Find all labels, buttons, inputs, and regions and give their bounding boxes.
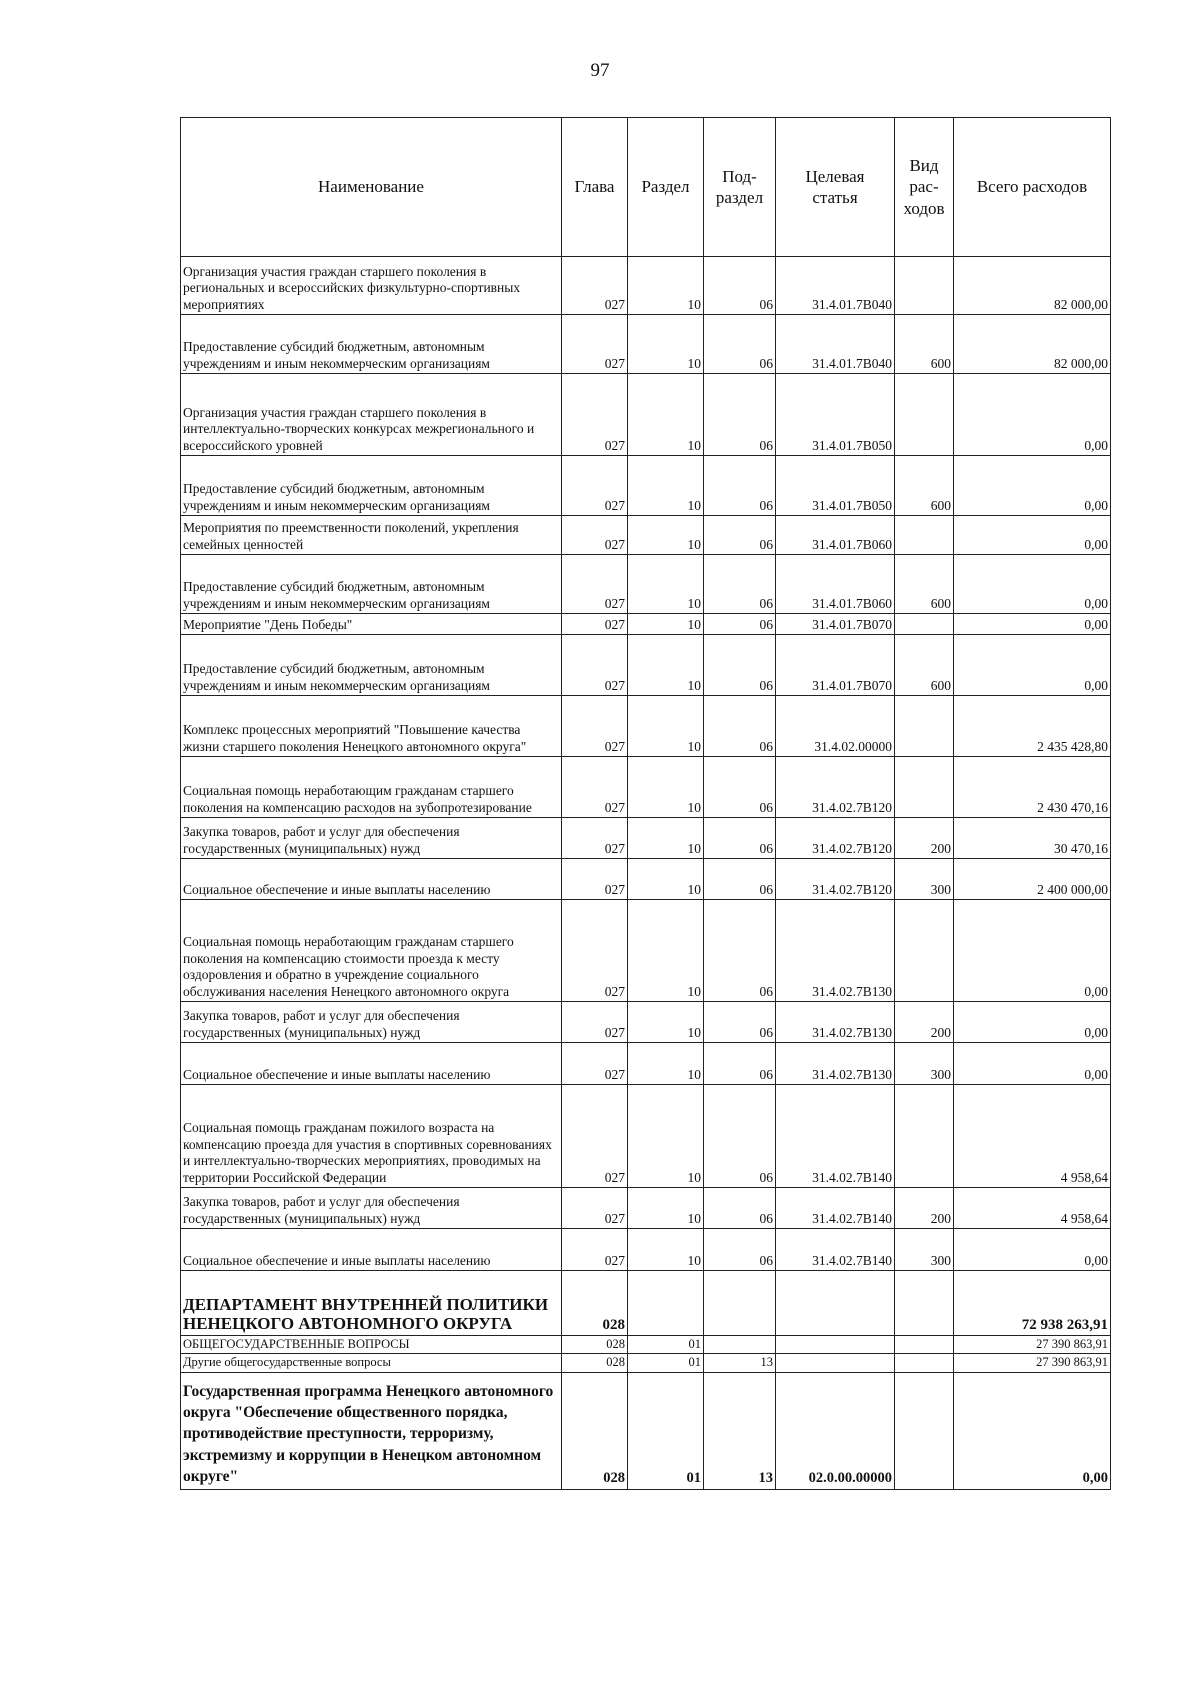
cell-vid <box>895 614 954 635</box>
cell-total: 30 470,16 <box>954 818 1111 859</box>
cell-podrazdel: 06 <box>704 1188 776 1229</box>
cell-total: 2 435 428,80 <box>954 696 1111 757</box>
cell-vid <box>895 1336 954 1354</box>
cell-podrazdel: 06 <box>704 456 776 516</box>
table-row <box>181 1085 1111 1188</box>
column-header-razdel: Раздел <box>628 118 704 257</box>
cell-statya: 31.4.01.7В040 <box>776 315 895 374</box>
cell-glava: 027 <box>562 635 628 696</box>
column-header-statya: Целевая статья <box>776 118 895 257</box>
cell-name: Социальное обеспечение и иные выплаты населению <box>181 1229 562 1271</box>
column-header-vid: Вид рас- ходов <box>895 118 954 257</box>
cell-razdel: 10 <box>628 696 704 757</box>
cell-statya: 31.4.01.7В060 <box>776 516 895 555</box>
table-row <box>181 456 1111 516</box>
cell-vid <box>895 516 954 555</box>
cell-name: Мероприятие "День Победы" <box>181 614 562 635</box>
cell-statya: 31.4.01.7В040 <box>776 257 895 315</box>
cell-razdel <box>628 1271 704 1336</box>
cell-vid: 200 <box>895 1002 954 1043</box>
cell-glava: 027 <box>562 1188 628 1229</box>
cell-vid: 300 <box>895 859 954 900</box>
cell-total: 27 390 863,91 <box>954 1336 1111 1354</box>
cell-statya: 02.0.00.00000 <box>776 1372 895 1489</box>
cell-razdel: 10 <box>628 1188 704 1229</box>
cell-total: 82 000,00 <box>954 257 1111 315</box>
table-row <box>181 614 1111 635</box>
cell-statya <box>776 1336 895 1354</box>
cell-glava: 027 <box>562 257 628 315</box>
cell-name: Социальное обеспечение и иные выплаты населению <box>181 859 562 900</box>
cell-name: Мероприятия по преемственности поколений, укрепления семейных ценностей <box>181 516 562 555</box>
cell-glava: 027 <box>562 757 628 818</box>
cell-razdel: 10 <box>628 1229 704 1271</box>
table-row <box>181 257 1111 315</box>
table-body <box>181 257 1111 1490</box>
cell-vid: 300 <box>895 1043 954 1085</box>
cell-name: Предоставление субсидий бюджетным, автономным учреждениям и иным некоммерческим организациям <box>181 555 562 614</box>
cell-statya: 31.4.02.7В120 <box>776 818 895 859</box>
cell-glava: 027 <box>562 614 628 635</box>
cell-vid <box>895 900 954 1002</box>
cell-razdel: 10 <box>628 635 704 696</box>
cell-total: 0,00 <box>954 1002 1111 1043</box>
table-row <box>181 696 1111 757</box>
cell-vid: 200 <box>895 818 954 859</box>
cell-razdel: 10 <box>628 257 704 315</box>
cell-glava: 027 <box>562 696 628 757</box>
cell-glava: 027 <box>562 859 628 900</box>
cell-vid <box>895 374 954 456</box>
cell-glava: 028 <box>562 1271 628 1336</box>
cell-total: 0,00 <box>954 900 1111 1002</box>
cell-name: Государственная программа Ненецкого автономного округа "Обеспечение общественного порядка, противодействие преступности, терроризму, экстремизму и коррупции в Ненецком автономном округе" <box>181 1372 562 1489</box>
cell-total: 0,00 <box>954 374 1111 456</box>
cell-razdel: 10 <box>628 456 704 516</box>
cell-statya: 31.4.02.7В130 <box>776 1043 895 1085</box>
cell-glava: 027 <box>562 1002 628 1043</box>
cell-podrazdel: 06 <box>704 635 776 696</box>
table-row <box>181 1354 1111 1372</box>
cell-razdel: 01 <box>628 1372 704 1489</box>
cell-razdel: 01 <box>628 1336 704 1354</box>
table-row <box>181 1336 1111 1354</box>
cell-total: 0,00 <box>954 635 1111 696</box>
cell-glava: 027 <box>562 374 628 456</box>
cell-statya: 31.4.02.7В130 <box>776 1002 895 1043</box>
column-header-name: Наименование <box>181 118 562 257</box>
cell-razdel: 10 <box>628 555 704 614</box>
cell-name: Социальная помощь гражданам пожилого возраста на компенсацию проезда для участия в спортивных соревнованиях и интеллектуально-творческих мероприятиях, проводимых на территории Российской Федерации <box>181 1085 562 1188</box>
cell-podrazdel: 06 <box>704 374 776 456</box>
cell-total: 0,00 <box>954 516 1111 555</box>
cell-statya: 31.4.01.7В050 <box>776 456 895 516</box>
cell-podrazdel: 06 <box>704 1002 776 1043</box>
cell-podrazdel: 06 <box>704 257 776 315</box>
table-row <box>181 1002 1111 1043</box>
cell-vid <box>895 1372 954 1489</box>
cell-vid: 600 <box>895 635 954 696</box>
cell-total: 82 000,00 <box>954 315 1111 374</box>
cell-name: Комплекс процессных мероприятий "Повышение качества жизни старшего поколения Ненецкого автономного округа" <box>181 696 562 757</box>
cell-name: Предоставление субсидий бюджетным, автономным учреждениям и иным некоммерческим организациям <box>181 315 562 374</box>
budget-table <box>180 117 1111 1490</box>
cell-name: Организация участия граждан старшего поколения в региональных и всероссийских физкультурно-спортивных мероприятиях <box>181 257 562 315</box>
table-row <box>181 315 1111 374</box>
cell-statya: 31.4.02.7В120 <box>776 757 895 818</box>
cell-glava: 028 <box>562 1372 628 1489</box>
cell-razdel: 10 <box>628 859 704 900</box>
cell-total: 2 430 470,16 <box>954 757 1111 818</box>
cell-statya: 31.4.02.7В140 <box>776 1229 895 1271</box>
cell-statya <box>776 1354 895 1372</box>
table-row <box>181 1229 1111 1271</box>
cell-total: 0,00 <box>954 1043 1111 1085</box>
cell-total: 2 400 000,00 <box>954 859 1111 900</box>
cell-podrazdel: 06 <box>704 818 776 859</box>
table-row <box>181 516 1111 555</box>
cell-total: 72 938 263,91 <box>954 1271 1111 1336</box>
cell-podrazdel: 06 <box>704 696 776 757</box>
cell-vid <box>895 1085 954 1188</box>
cell-name: ДЕПАРТАМЕНТ ВНУТРЕННЕЙ ПОЛИТИКИ НЕНЕЦКОГО АВТОНОМНОГО ОКРУГА <box>181 1271 562 1336</box>
cell-statya: 31.4.02.7В130 <box>776 900 895 1002</box>
table-row <box>181 900 1111 1002</box>
cell-vid: 300 <box>895 1229 954 1271</box>
cell-vid: 200 <box>895 1188 954 1229</box>
cell-podrazdel: 06 <box>704 1043 776 1085</box>
table-row <box>181 555 1111 614</box>
cell-razdel: 10 <box>628 374 704 456</box>
cell-vid <box>895 257 954 315</box>
column-header-podrazdel: Под- раздел <box>704 118 776 257</box>
cell-name: Закупка товаров, работ и услуг для обеспечения государственных (муниципальных) нужд <box>181 1188 562 1229</box>
cell-razdel: 10 <box>628 614 704 635</box>
cell-vid: 600 <box>895 555 954 614</box>
cell-podrazdel: 13 <box>704 1372 776 1489</box>
cell-podrazdel <box>704 1271 776 1336</box>
cell-podrazdel: 06 <box>704 516 776 555</box>
table-header-row <box>181 118 1111 257</box>
cell-vid <box>895 696 954 757</box>
cell-total: 0,00 <box>954 1372 1111 1489</box>
cell-glava: 027 <box>562 900 628 1002</box>
cell-statya: 31.4.02.7В140 <box>776 1188 895 1229</box>
cell-statya: 31.4.01.7В050 <box>776 374 895 456</box>
column-header-glava: Глава <box>562 118 628 257</box>
cell-glava: 027 <box>562 315 628 374</box>
cell-name: Социальная помощь неработающим гражданам старшего поколения на компенсацию расходов на зубопротезирование <box>181 757 562 818</box>
cell-podrazdel: 06 <box>704 614 776 635</box>
table-row <box>181 1372 1111 1489</box>
cell-glava: 027 <box>562 456 628 516</box>
cell-total: 4 958,64 <box>954 1085 1111 1188</box>
cell-razdel: 10 <box>628 818 704 859</box>
cell-name: Закупка товаров, работ и услуг для обеспечения государственных (муниципальных) нужд <box>181 818 562 859</box>
cell-podrazdel: 06 <box>704 1085 776 1188</box>
cell-statya: 31.4.02.00000 <box>776 696 895 757</box>
cell-glava: 027 <box>562 818 628 859</box>
cell-name: Предоставление субсидий бюджетным, автономным учреждениям и иным некоммерческим организациям <box>181 456 562 516</box>
cell-podrazdel: 06 <box>704 315 776 374</box>
table-row <box>181 1271 1111 1336</box>
cell-glava: 027 <box>562 1043 628 1085</box>
table-row <box>181 1043 1111 1085</box>
cell-glava: 027 <box>562 555 628 614</box>
cell-name: Другие общегосударственные вопросы <box>181 1354 562 1372</box>
table-row <box>181 635 1111 696</box>
cell-vid <box>895 757 954 818</box>
cell-total: 4 958,64 <box>954 1188 1111 1229</box>
cell-podrazdel: 06 <box>704 900 776 1002</box>
cell-total: 0,00 <box>954 1229 1111 1271</box>
cell-vid <box>895 1271 954 1336</box>
cell-razdel: 10 <box>628 1085 704 1188</box>
cell-name: Социальное обеспечение и иные выплаты населению <box>181 1043 562 1085</box>
cell-name: Организация участия граждан старшего поколения в интеллектуально-творческих конкурсах межрегионального и всероссийского уровней <box>181 374 562 456</box>
cell-razdel: 01 <box>628 1354 704 1372</box>
cell-razdel: 10 <box>628 1002 704 1043</box>
table-row <box>181 818 1111 859</box>
cell-name: Предоставление субсидий бюджетным, автономным учреждениям и иным некоммерческим организациям <box>181 635 562 696</box>
cell-total: 27 390 863,91 <box>954 1354 1111 1372</box>
cell-vid: 600 <box>895 456 954 516</box>
cell-statya: 31.4.01.7В070 <box>776 614 895 635</box>
cell-name: ОБЩЕГОСУДАРСТВЕННЫЕ ВОПРОСЫ <box>181 1336 562 1354</box>
cell-name: Закупка товаров, работ и услуг для обеспечения государственных (муниципальных) нужд <box>181 1002 562 1043</box>
cell-statya: 31.4.02.7В140 <box>776 1085 895 1188</box>
column-header-total: Всего расходов <box>954 118 1111 257</box>
cell-razdel: 10 <box>628 757 704 818</box>
cell-podrazdel: 13 <box>704 1354 776 1372</box>
cell-statya: 31.4.01.7В070 <box>776 635 895 696</box>
cell-glava: 028 <box>562 1336 628 1354</box>
cell-podrazdel <box>704 1336 776 1354</box>
cell-total: 0,00 <box>954 456 1111 516</box>
table-row <box>181 757 1111 818</box>
cell-razdel: 10 <box>628 900 704 1002</box>
cell-total: 0,00 <box>954 555 1111 614</box>
cell-total: 0,00 <box>954 614 1111 635</box>
table-row <box>181 374 1111 456</box>
cell-podrazdel: 06 <box>704 555 776 614</box>
cell-glava: 027 <box>562 1229 628 1271</box>
cell-vid <box>895 1354 954 1372</box>
cell-podrazdel: 06 <box>704 859 776 900</box>
cell-razdel: 10 <box>628 315 704 374</box>
cell-glava: 028 <box>562 1354 628 1372</box>
table-row <box>181 859 1111 900</box>
cell-glava: 027 <box>562 516 628 555</box>
cell-statya <box>776 1271 895 1336</box>
cell-statya: 31.4.01.7В060 <box>776 555 895 614</box>
page-number: 97 <box>590 60 610 81</box>
cell-razdel: 10 <box>628 1043 704 1085</box>
cell-glava: 027 <box>562 1085 628 1188</box>
table-row <box>181 1188 1111 1229</box>
cell-name: Социальная помощь неработающим гражданам старшего поколения на компенсацию стоимости проезда к месту оздоровления и обратно в учреждение социального обслуживания населения Ненецкого автономного округа <box>181 900 562 1002</box>
cell-razdel: 10 <box>628 516 704 555</box>
cell-podrazdel: 06 <box>704 1229 776 1271</box>
cell-vid: 600 <box>895 315 954 374</box>
cell-statya: 31.4.02.7В120 <box>776 859 895 900</box>
cell-podrazdel: 06 <box>704 757 776 818</box>
